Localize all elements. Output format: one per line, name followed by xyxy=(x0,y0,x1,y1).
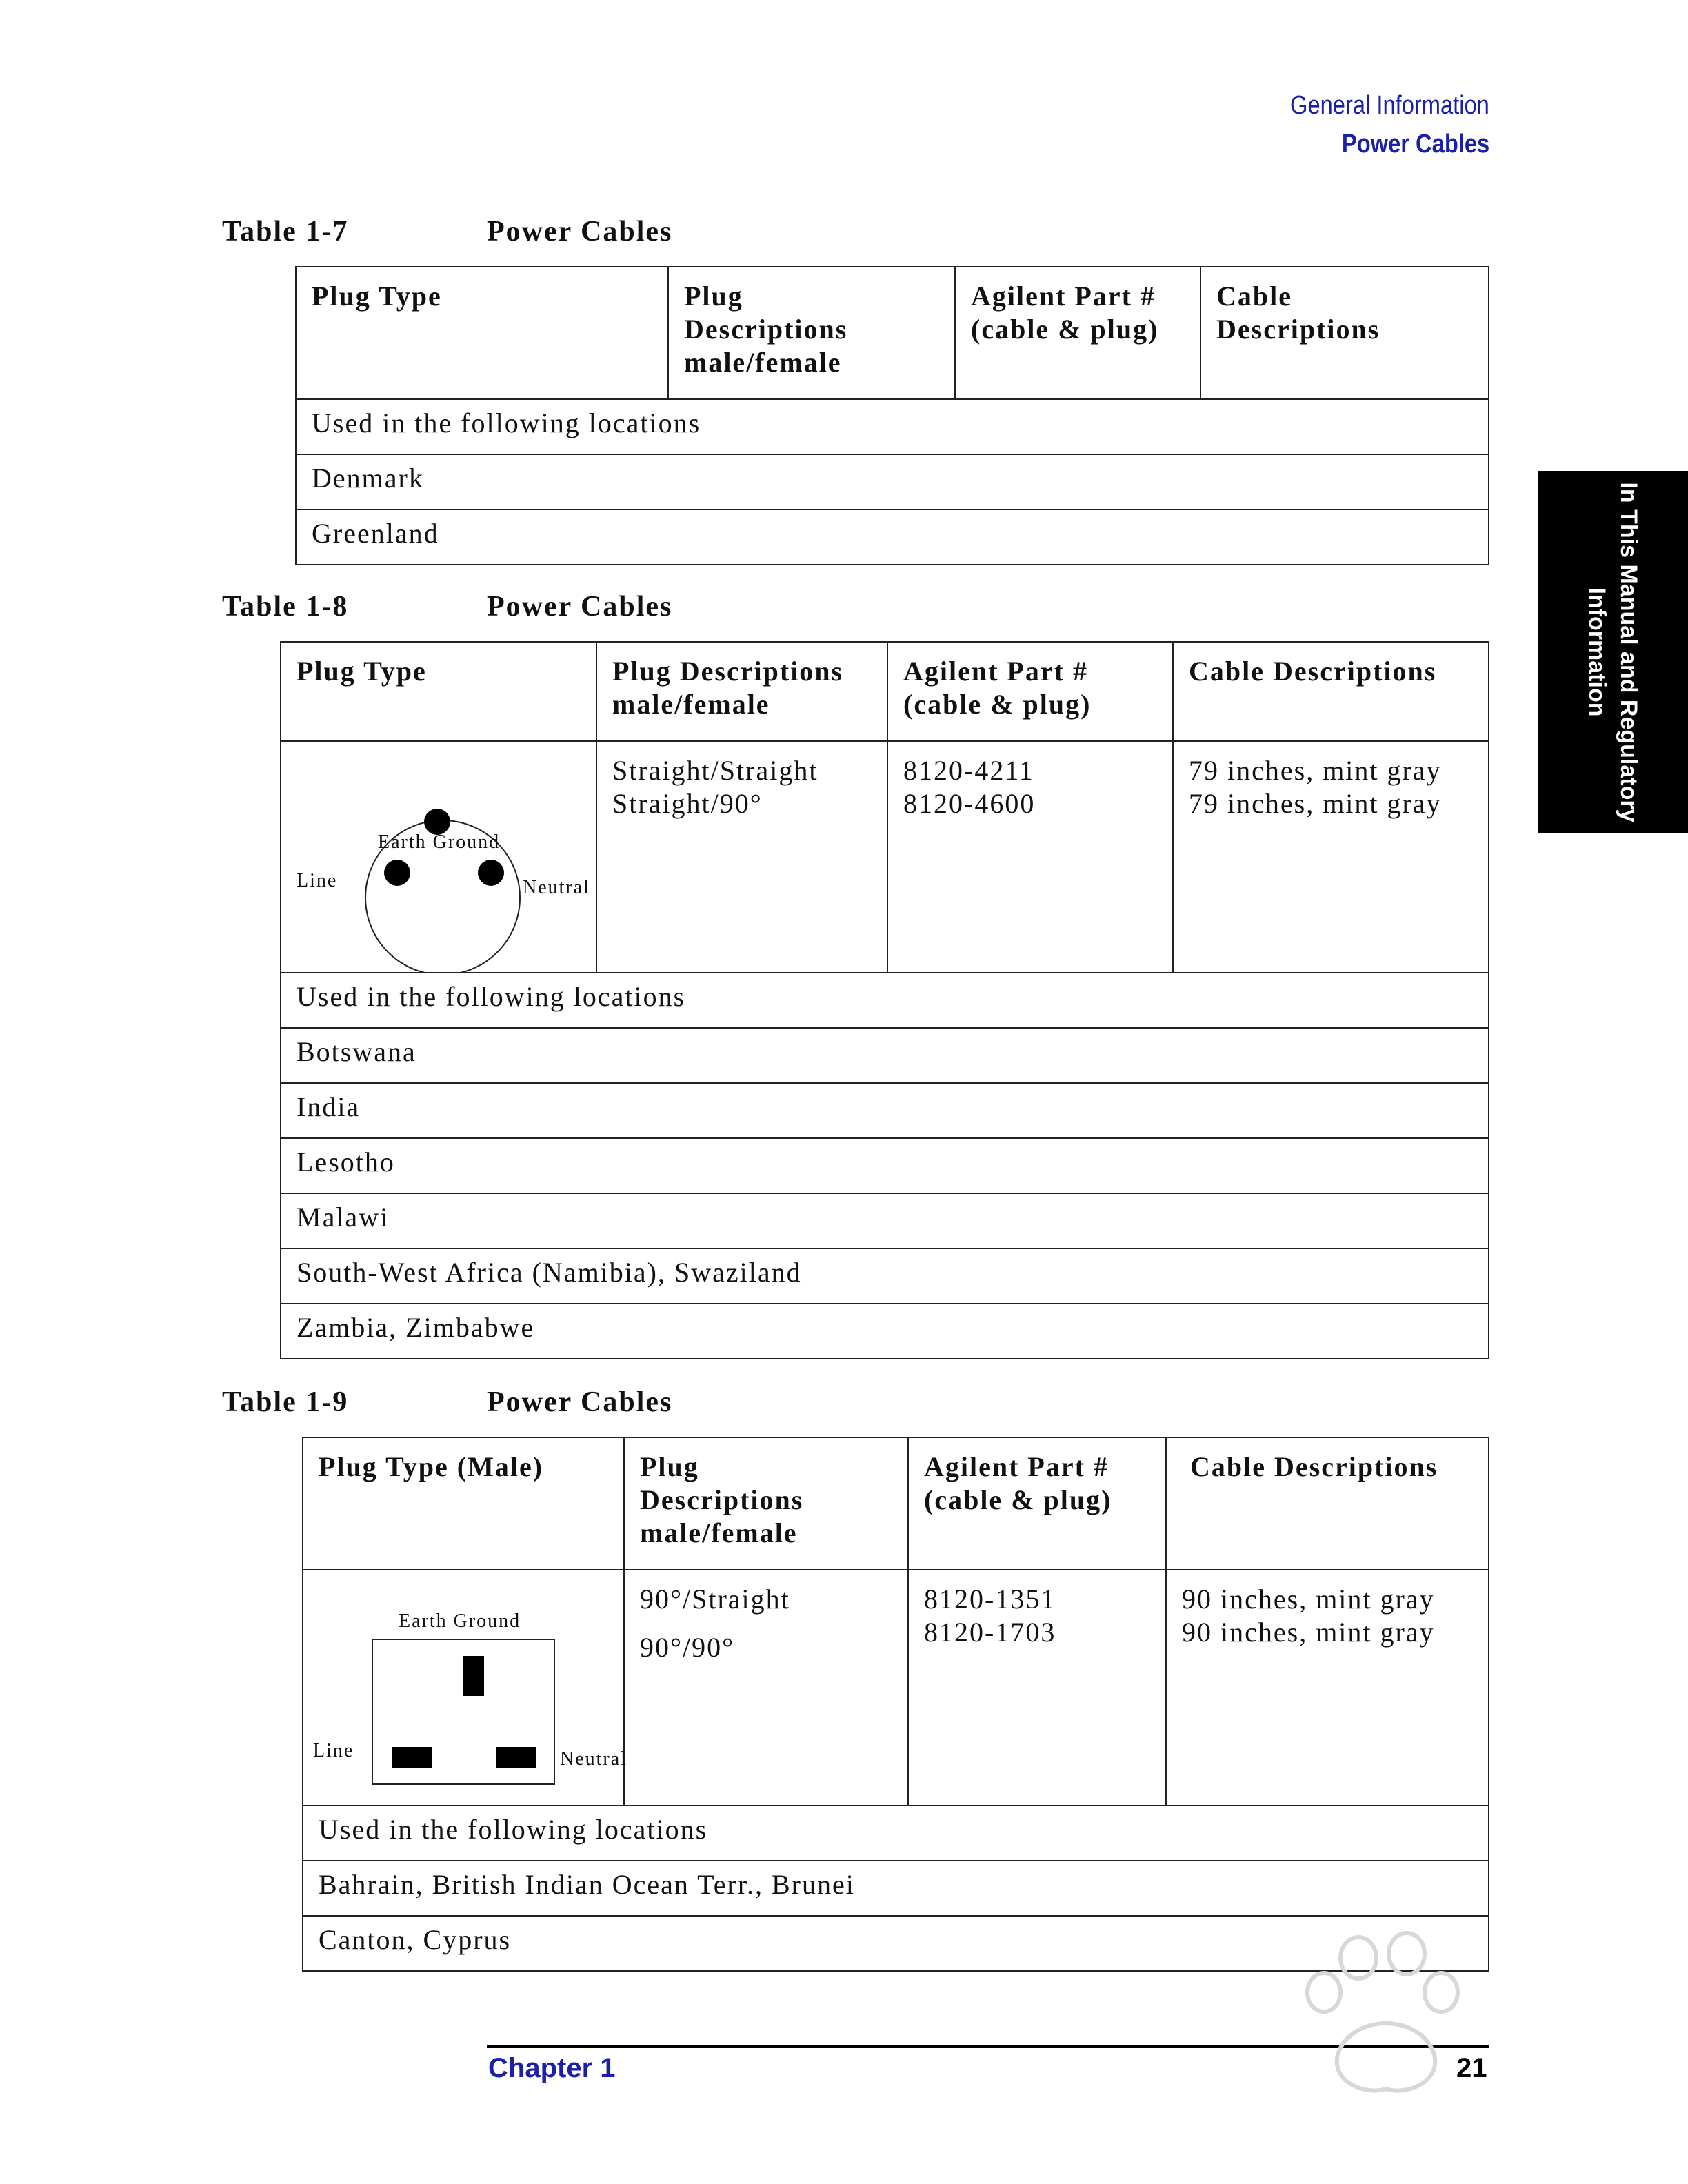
table-row xyxy=(281,1028,1489,1083)
description-text: 90°/Straight xyxy=(640,1584,790,1615)
header-text: Agilent Part # xyxy=(903,656,1088,687)
location-cell: Bahrain, British Indian Ocean Terr., Brunei xyxy=(303,1861,1489,1916)
header-text: Plug Descriptions xyxy=(612,656,844,687)
table-number: Table 1-9 xyxy=(222,1386,349,1418)
power-cables-table-1-7 xyxy=(295,266,1489,565)
side-tab-line1: In This Manual and Regulatory xyxy=(1616,482,1642,822)
header-text: Cable Descriptions xyxy=(1190,1451,1438,1482)
header-agilent-part xyxy=(955,267,1200,399)
table-row xyxy=(296,399,1489,454)
cable-text: 90 inches, mint gray xyxy=(1182,1584,1435,1615)
location-cell: Malawi xyxy=(281,1193,1489,1248)
power-cables-table-1-8 xyxy=(280,641,1489,1359)
cable-text: 79 inches, mint gray xyxy=(1189,755,1442,786)
table-caption xyxy=(222,1386,673,1419)
header-text: Agilent Part # xyxy=(924,1451,1109,1482)
part-number: 8120-1351 xyxy=(924,1584,1056,1615)
cable-text: 90 inches, mint gray xyxy=(1182,1617,1435,1648)
plug-diagram-rectangular xyxy=(303,1570,627,1805)
cable-text: 79 inches, mint gray xyxy=(1189,788,1442,819)
header-text: Descriptions xyxy=(684,314,848,345)
neutral-label: Neutral xyxy=(560,1748,627,1770)
description-text: Straight/Straight xyxy=(612,755,818,786)
header-row xyxy=(281,642,1489,741)
part-number: 8120-4600 xyxy=(903,788,1036,819)
location-cell: Denmark xyxy=(296,454,1489,509)
part-number: 8120-4211 xyxy=(903,755,1034,786)
location-cell: Greenland xyxy=(296,509,1489,565)
header-plug-type xyxy=(296,267,668,399)
header-text: Cable Descriptions xyxy=(1189,656,1437,687)
table-row xyxy=(281,1083,1489,1138)
table-row xyxy=(281,973,1489,1028)
table-caption xyxy=(222,215,673,248)
header-text: (cable & plug) xyxy=(924,1484,1112,1515)
header-text: (cable & plug) xyxy=(971,314,1159,345)
header-agilent-part xyxy=(908,1437,1166,1570)
header-text: (cable & plug) xyxy=(903,689,1092,720)
table-caption xyxy=(222,590,673,623)
side-tab-text xyxy=(1581,482,1645,822)
table-row xyxy=(296,509,1489,565)
header-plug-type xyxy=(303,1437,624,1570)
running-header-section: General Information xyxy=(1290,91,1489,120)
table-number: Table 1-7 xyxy=(222,216,349,247)
plug-descriptions-cell xyxy=(596,741,887,973)
header-text: Descriptions xyxy=(640,1484,804,1515)
line-label: Line xyxy=(297,870,338,891)
location-cell: Zambia, Zimbabwe xyxy=(281,1304,1489,1359)
header-plug-descriptions xyxy=(668,267,955,399)
location-cell: Canton, Cyprus xyxy=(303,1916,1489,1971)
side-tab-line2: Information xyxy=(1584,587,1610,717)
earth-ground-label: Earth Ground xyxy=(378,831,501,853)
location-cell: South-West Africa (Namibia), Swaziland xyxy=(281,1248,1489,1304)
table-title: Power Cables xyxy=(487,1386,673,1418)
locations-label: Used in the following locations xyxy=(281,973,1489,1028)
header-text: Descriptions xyxy=(1216,314,1380,345)
line-label: Line xyxy=(313,1740,354,1761)
table-title: Power Cables xyxy=(487,591,673,623)
header-text: male/female xyxy=(684,347,842,378)
power-cables-table-1-9 xyxy=(302,1437,1489,1972)
plug-descriptions-cell xyxy=(624,1570,908,1806)
table-row xyxy=(281,1193,1489,1248)
header-text: Plug xyxy=(684,281,743,312)
header-row xyxy=(303,1437,1489,1570)
description-text: 90°/90° xyxy=(640,1632,735,1663)
table-row xyxy=(281,1304,1489,1359)
header-cable-descriptions xyxy=(1166,1437,1489,1570)
header-row xyxy=(296,267,1489,399)
locations-label: Used in the following locations xyxy=(303,1806,1489,1861)
header-text: Plug Type xyxy=(297,656,427,687)
cable-descriptions-cell xyxy=(1166,1570,1489,1806)
table-row xyxy=(303,1861,1489,1916)
part-numbers-cell xyxy=(908,1570,1166,1806)
header-text: Plug Type (Male) xyxy=(319,1451,544,1482)
table-title: Power Cables xyxy=(487,216,673,247)
location-cell: India xyxy=(281,1083,1489,1138)
cable-descriptions-cell xyxy=(1173,741,1489,973)
header-cable-descriptions xyxy=(1173,642,1489,741)
description-text: Straight/90° xyxy=(612,788,763,819)
table-row xyxy=(281,741,1489,973)
header-text: Plug Type xyxy=(312,281,442,312)
table-row xyxy=(281,1248,1489,1304)
footer-chapter: Chapter 1 xyxy=(488,2053,616,2083)
part-numbers-cell xyxy=(887,741,1173,973)
table-row xyxy=(303,1570,1489,1806)
header-plug-descriptions xyxy=(624,1437,908,1570)
plug-round-drawing xyxy=(281,742,596,972)
location-cell: Botswana xyxy=(281,1028,1489,1083)
locations-label: Used in the following locations xyxy=(296,399,1489,454)
neutral-label: Neutral xyxy=(523,877,590,898)
earth-ground-label: Earth Ground xyxy=(399,1610,521,1632)
page-number: 21 xyxy=(1456,2053,1487,2083)
plug-diagram-cell xyxy=(303,1570,627,1806)
header-agilent-part xyxy=(887,642,1173,741)
table-number: Table 1-8 xyxy=(222,591,349,623)
header-cable-descriptions xyxy=(1200,267,1489,399)
plug-diagram-cell xyxy=(281,741,596,973)
header-text: male/female xyxy=(640,1517,798,1548)
table-row xyxy=(281,1138,1489,1193)
header-plug-type xyxy=(281,642,596,741)
plug-diagram-round xyxy=(281,742,596,972)
table-row xyxy=(296,454,1489,509)
table-row xyxy=(303,1806,1489,1861)
running-header-subsection: Power Cables xyxy=(1341,130,1489,159)
header-text: Cable xyxy=(1216,281,1292,312)
location-cell: Lesotho xyxy=(281,1138,1489,1193)
header-text: Plug xyxy=(640,1451,699,1482)
header-plug-descriptions xyxy=(596,642,887,741)
part-number: 8120-1703 xyxy=(924,1617,1056,1648)
paw-watermark xyxy=(1200,1930,1586,2137)
header-text: Agilent Part # xyxy=(971,281,1156,312)
header-text: male/female xyxy=(612,689,770,720)
